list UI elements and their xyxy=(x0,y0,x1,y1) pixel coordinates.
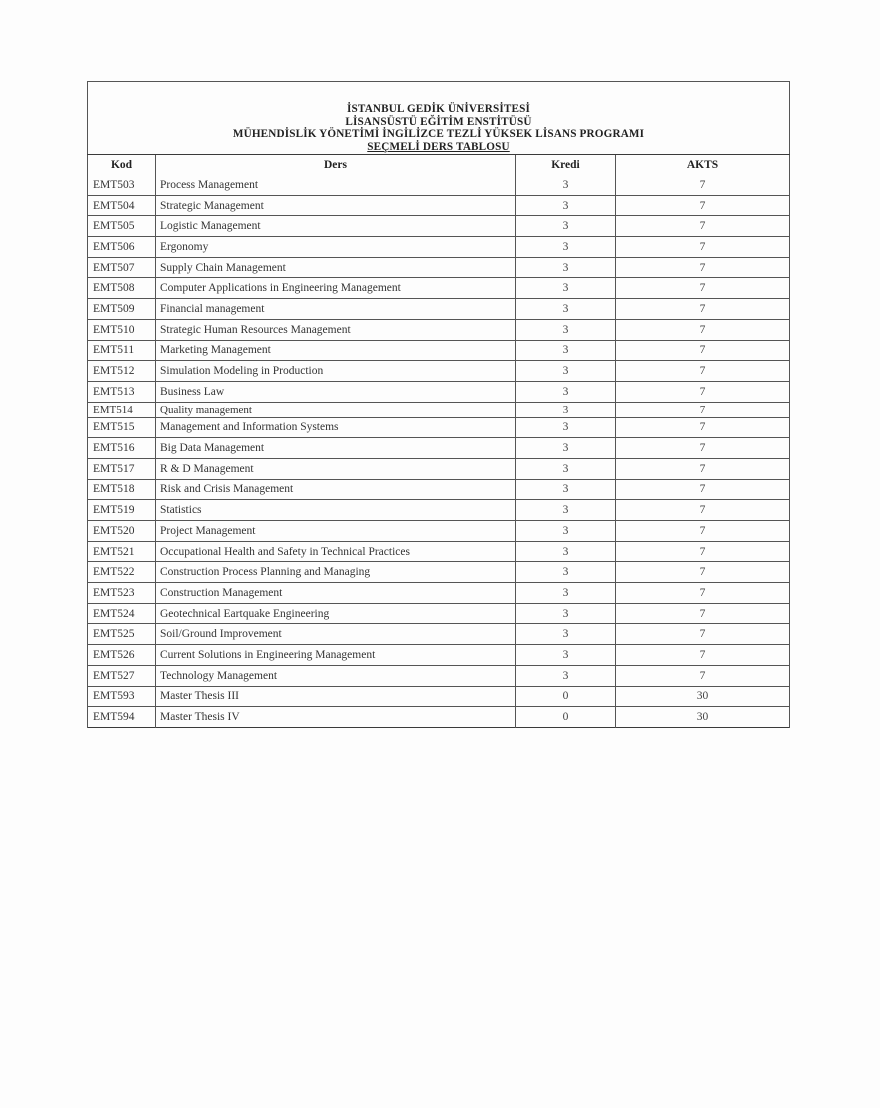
course-rows xyxy=(88,175,790,727)
course-ects: 7 xyxy=(616,402,790,417)
course-credit: 3 xyxy=(516,479,616,500)
column-header-ders: Ders xyxy=(156,155,516,176)
course-credit: 3 xyxy=(516,521,616,542)
course-ects: 7 xyxy=(616,500,790,521)
course-name: Business Law xyxy=(156,381,516,402)
table-row xyxy=(88,402,790,417)
table-row xyxy=(88,195,790,216)
course-ects: 7 xyxy=(616,175,790,195)
course-code: EMT511 xyxy=(88,340,156,361)
table-row xyxy=(88,381,790,402)
table-row xyxy=(88,479,790,500)
course-credit: 3 xyxy=(516,458,616,479)
table-row xyxy=(88,417,790,438)
course-name: Quality management xyxy=(156,402,516,417)
table-row xyxy=(88,521,790,542)
course-name: Construction Management xyxy=(156,583,516,604)
course-ects: 7 xyxy=(616,562,790,583)
course-credit: 3 xyxy=(516,319,616,340)
course-name: Technology Management xyxy=(156,665,516,686)
course-ects: 7 xyxy=(616,417,790,438)
table-title-row xyxy=(88,82,790,155)
course-credit: 3 xyxy=(516,645,616,666)
course-ects: 7 xyxy=(616,257,790,278)
table-title xyxy=(88,82,790,155)
table-row xyxy=(88,707,790,728)
table-row xyxy=(88,438,790,459)
course-name: R & D Management xyxy=(156,458,516,479)
course-ects: 7 xyxy=(616,624,790,645)
course-ects: 7 xyxy=(616,541,790,562)
course-credit: 3 xyxy=(516,175,616,195)
course-code: EMT510 xyxy=(88,319,156,340)
course-name: Logistic Management xyxy=(156,216,516,237)
course-name: Soil/Ground Improvement xyxy=(156,624,516,645)
course-code: EMT594 xyxy=(88,707,156,728)
column-header-row xyxy=(88,155,790,176)
course-name: Strategic Human Resources Management xyxy=(156,319,516,340)
table-row xyxy=(88,624,790,645)
course-credit: 3 xyxy=(516,402,616,417)
course-credit: 3 xyxy=(516,381,616,402)
course-credit: 3 xyxy=(516,417,616,438)
course-credit: 3 xyxy=(516,603,616,624)
course-credit: 3 xyxy=(516,361,616,382)
course-ects: 7 xyxy=(616,237,790,258)
course-code: EMT520 xyxy=(88,521,156,542)
university-name: İSTANBUL GEDİK ÜNİVERSİTESİ xyxy=(347,103,530,116)
course-ects: 30 xyxy=(616,707,790,728)
course-credit: 3 xyxy=(516,665,616,686)
course-name: Ergonomy xyxy=(156,237,516,258)
table-row xyxy=(88,175,790,195)
course-credit: 3 xyxy=(516,299,616,320)
course-credit: 3 xyxy=(516,583,616,604)
course-code: EMT527 xyxy=(88,665,156,686)
course-name: Project Management xyxy=(156,521,516,542)
course-name: Marketing Management xyxy=(156,340,516,361)
course-name: Geotechnical Eartquake Engineering xyxy=(156,603,516,624)
course-credit: 3 xyxy=(516,278,616,299)
course-credit: 3 xyxy=(516,195,616,216)
course-ects: 7 xyxy=(616,278,790,299)
course-ects: 7 xyxy=(616,340,790,361)
table-row xyxy=(88,319,790,340)
table-row xyxy=(88,257,790,278)
table-row xyxy=(88,216,790,237)
course-ects: 7 xyxy=(616,458,790,479)
course-code: EMT512 xyxy=(88,361,156,382)
course-code: EMT503 xyxy=(88,175,156,195)
course-code: EMT524 xyxy=(88,603,156,624)
table-row xyxy=(88,645,790,666)
table-name: SEÇMELİ DERS TABLOSU xyxy=(367,140,510,153)
table-row xyxy=(88,237,790,258)
table-row xyxy=(88,340,790,361)
course-code: EMT507 xyxy=(88,257,156,278)
course-credit: 3 xyxy=(516,340,616,361)
course-name: Master Thesis III xyxy=(156,686,516,707)
course-ects: 7 xyxy=(616,299,790,320)
course-code: EMT516 xyxy=(88,438,156,459)
course-code: EMT521 xyxy=(88,541,156,562)
course-name: Simulation Modeling in Production xyxy=(156,361,516,382)
table-row xyxy=(88,361,790,382)
course-code: EMT517 xyxy=(88,458,156,479)
course-code: EMT508 xyxy=(88,278,156,299)
course-name: Construction Process Planning and Managing xyxy=(156,562,516,583)
course-ects: 7 xyxy=(616,603,790,624)
course-name: Big Data Management xyxy=(156,438,516,459)
course-code: EMT515 xyxy=(88,417,156,438)
course-name: Process Management xyxy=(156,175,516,195)
course-credit: 0 xyxy=(516,686,616,707)
course-ects: 7 xyxy=(616,319,790,340)
program-name: MÜHENDİSLİK YÖNETİMİ İNGİLİZCE TEZLİ YÜKSEK LİSANS PROGRAMI xyxy=(232,128,645,141)
course-credit: 3 xyxy=(516,237,616,258)
table-row xyxy=(88,665,790,686)
table-row xyxy=(88,541,790,562)
course-name: Statistics xyxy=(156,500,516,521)
course-credit: 3 xyxy=(516,216,616,237)
course-code: EMT522 xyxy=(88,562,156,583)
course-name: Current Solutions in Engineering Management xyxy=(156,645,516,666)
course-name: Strategic Management xyxy=(156,195,516,216)
column-header-kredi: Kredi xyxy=(516,155,616,176)
course-credit: 3 xyxy=(516,624,616,645)
course-code: EMT593 xyxy=(88,686,156,707)
course-ects: 7 xyxy=(616,381,790,402)
course-ects: 7 xyxy=(616,583,790,604)
course-name: Occupational Health and Safety in Technical Practices xyxy=(156,541,516,562)
course-name: Master Thesis IV xyxy=(156,707,516,728)
course-name: Risk and Crisis Management xyxy=(156,479,516,500)
course-code: EMT526 xyxy=(88,645,156,666)
column-header-akts: AKTS xyxy=(616,155,790,176)
course-code: EMT513 xyxy=(88,381,156,402)
course-name: Financial management xyxy=(156,299,516,320)
course-code: EMT523 xyxy=(88,583,156,604)
course-code: EMT505 xyxy=(88,216,156,237)
table-row xyxy=(88,458,790,479)
course-ects: 7 xyxy=(616,479,790,500)
table-row xyxy=(88,562,790,583)
course-ects: 7 xyxy=(616,521,790,542)
course-name: Management and Information Systems xyxy=(156,417,516,438)
course-name: Computer Applications in Engineering Management xyxy=(156,278,516,299)
column-header-kod: Kod xyxy=(88,155,156,176)
course-code: EMT509 xyxy=(88,299,156,320)
course-credit: 3 xyxy=(516,500,616,521)
course-ects: 7 xyxy=(616,665,790,686)
course-name: Supply Chain Management xyxy=(156,257,516,278)
course-ects: 7 xyxy=(616,195,790,216)
course-code: EMT518 xyxy=(88,479,156,500)
table-row xyxy=(88,686,790,707)
course-ects: 30 xyxy=(616,686,790,707)
course-credit: 3 xyxy=(516,257,616,278)
course-credit: 3 xyxy=(516,541,616,562)
course-ects: 7 xyxy=(616,361,790,382)
course-credit: 3 xyxy=(516,562,616,583)
table-row xyxy=(88,278,790,299)
course-code: EMT504 xyxy=(88,195,156,216)
elective-course-table xyxy=(87,81,790,728)
course-ects: 7 xyxy=(616,438,790,459)
table-row xyxy=(88,583,790,604)
table-row xyxy=(88,299,790,320)
course-ects: 7 xyxy=(616,216,790,237)
course-credit: 0 xyxy=(516,707,616,728)
table-row xyxy=(88,500,790,521)
table-row xyxy=(88,603,790,624)
course-code: EMT525 xyxy=(88,624,156,645)
course-ects: 7 xyxy=(616,645,790,666)
course-credit: 3 xyxy=(516,438,616,459)
institute-name: LİSANSÜSTÜ EĞİTİM ENSTİTÜSÜ xyxy=(345,115,532,128)
course-code: EMT506 xyxy=(88,237,156,258)
course-code: EMT514 xyxy=(88,402,156,417)
course-code: EMT519 xyxy=(88,500,156,521)
